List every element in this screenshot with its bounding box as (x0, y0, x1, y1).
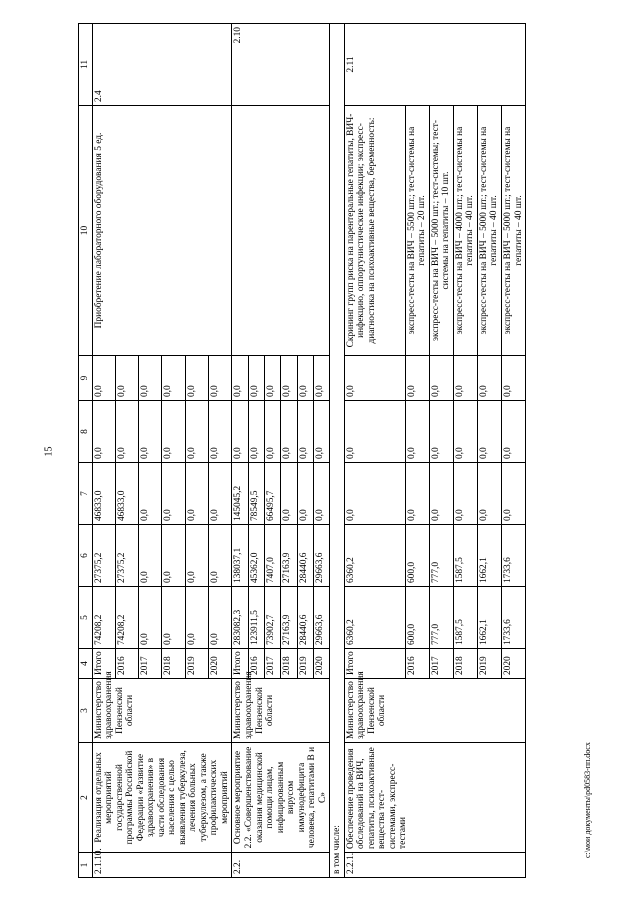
value-cell: 0,0 (313, 356, 329, 401)
value-cell: 123911,5 (248, 587, 264, 649)
value-cell: 6360,2 (344, 525, 405, 587)
col-header: 9 (79, 356, 93, 401)
value-cell: 0,0 (115, 356, 138, 401)
value-cell: 0,0 (185, 401, 208, 463)
page-number: 15 (43, 446, 55, 457)
value-cell: 0,0 (281, 463, 297, 525)
value-cell: 46833,0 (115, 463, 138, 525)
year-cell: Итого (344, 649, 405, 679)
value-cell: 27375,2 (115, 525, 138, 587)
value-cell: 0,0 (162, 587, 185, 649)
value-cell: 0,0 (281, 356, 297, 401)
col-header: 1 (79, 853, 93, 878)
measure-name: Реализация отдельных мероприятий государственной программы Российской Федерации «Развитие здравоохранения» в части обследования населения с целью выявления туберкулеза, лечения больных туберкулезом, а также профилактических мероприятий (92, 743, 232, 853)
value-cell: 0,0 (209, 525, 232, 587)
year-cell: 2017 (139, 649, 162, 679)
year-cell: 2016 (248, 649, 264, 679)
value-cell: 0,0 (344, 401, 405, 463)
value-cell: 0,0 (209, 401, 232, 463)
value-cell: 0,0 (453, 356, 477, 401)
year-cell: 2018 (281, 649, 297, 679)
year-cell: 2018 (453, 649, 477, 679)
value-cell: 0,0 (248, 356, 264, 401)
header-row (79, 24, 93, 878)
value-cell: 29663,6 (313, 587, 329, 649)
value-cell: 0,0 (477, 401, 501, 463)
value-cell: 0,0 (313, 463, 329, 525)
footer-path: c:\мои документы\pd0583-пп.docx (583, 742, 592, 858)
value-cell: 600,0 (405, 525, 429, 587)
executor: Министерство здравоохранения Пензенской области (92, 679, 232, 743)
value-cell: 0,0 (313, 401, 329, 463)
result-cell: экспресс-тесты на ВИЧ – 5000 шт.; тест-системы; тест-системы на гепатиты – 10 шт. (429, 106, 453, 356)
value-cell: 0,0 (139, 463, 162, 525)
table-row (92, 24, 115, 878)
value-cell: 0,0 (232, 356, 248, 401)
value-cell: 1587,5 (453, 525, 477, 587)
measure-name: Обеспечение проведения обследований на ВИЧ, гепатиты, психоактивные вещества тест-системами, экспресс-тестами (344, 743, 525, 853)
value-cell: 0,0 (139, 587, 162, 649)
rotated-page (78, 24, 584, 878)
value-cell: 74208,2 (92, 587, 115, 649)
col-header: 7 (79, 463, 93, 525)
row-number: 2.2.1. (344, 853, 525, 878)
value-cell: 0,0 (502, 463, 526, 525)
result-cell: экспресс-тесты на ВИЧ – 5000 шт.; тест-системы на гепатиты – 40 шт. (477, 106, 501, 356)
value-cell: 0,0 (453, 463, 477, 525)
program-table (78, 23, 526, 878)
value-cell: 27163,9 (281, 525, 297, 587)
value-cell: 0,0 (297, 463, 313, 525)
value-cell: 1662,1 (477, 587, 501, 649)
value-cell: 0,0 (209, 587, 232, 649)
value-cell: 0,0 (209, 463, 232, 525)
col-header: 5 (79, 587, 93, 649)
value-cell: 0,0 (502, 401, 526, 463)
value-cell: 29663,6 (313, 525, 329, 587)
value-cell: 0,0 (477, 463, 501, 525)
value-cell: 0,0 (453, 401, 477, 463)
result-cell: экспресс-тесты на ВИЧ – 4000 шт.; тест-системы на гепатиты – 40 шт. (453, 106, 477, 356)
row-number: 2.2. (232, 853, 330, 878)
row-number: 2.1.10. (92, 853, 232, 878)
value-cell: 0,0 (185, 463, 208, 525)
value-cell: 28440,6 (297, 587, 313, 649)
indicator-code: 2.10 (232, 24, 330, 106)
value-cell: 600,0 (405, 587, 429, 649)
measure-name: Основное мероприятие 2.2. «Совершенствование оказания медицинской помощи лицам, инфицированным вирусом иммунодефицита человека, гепатитами B и C» (232, 743, 330, 853)
value-cell: 0,0 (405, 463, 429, 525)
value-cell: 0,0 (248, 401, 264, 463)
including-row (330, 24, 345, 878)
value-cell: 0,0 (185, 587, 208, 649)
col-header: 11 (79, 24, 93, 106)
value-cell: 7407,0 (265, 525, 281, 587)
value-cell: 27375,2 (92, 525, 115, 587)
value-cell: 283082,3 (232, 587, 248, 649)
value-cell: 0,0 (185, 356, 208, 401)
value-cell: 0,0 (281, 401, 297, 463)
table-row (344, 24, 405, 878)
value-cell: 1733,6 (502, 525, 526, 587)
value-cell: 27163,9 (281, 587, 297, 649)
including-label: в том числе: (330, 24, 345, 878)
value-cell: 0,0 (162, 525, 185, 587)
value-cell: 0,0 (265, 401, 281, 463)
col-header: 6 (79, 525, 93, 587)
value-cell: 66495,7 (265, 463, 281, 525)
value-cell: 0,0 (297, 356, 313, 401)
value-cell: 0,0 (209, 356, 232, 401)
value-cell: 777,0 (429, 525, 453, 587)
value-cell: 73902,7 (265, 587, 281, 649)
col-header: 8 (79, 401, 93, 463)
year-cell: 2016 (405, 649, 429, 679)
col-header: 10 (79, 106, 93, 356)
year-cell: 2020 (209, 649, 232, 679)
value-cell: 28440,6 (297, 525, 313, 587)
value-cell: 0,0 (477, 356, 501, 401)
value-cell: 0,0 (405, 356, 429, 401)
value-cell: 0,0 (297, 401, 313, 463)
value-cell: 0,0 (162, 356, 185, 401)
value-cell: 0,0 (92, 401, 115, 463)
year-cell: 2017 (429, 649, 453, 679)
value-cell: 0,0 (405, 401, 429, 463)
result-cell (232, 106, 330, 356)
result-cell: Приобретение лабораторного оборудования 5 ед. (92, 106, 232, 356)
year-cell: 2020 (502, 649, 526, 679)
col-header: 2 (79, 743, 93, 853)
value-cell: 74208,2 (115, 587, 138, 649)
value-cell: 0,0 (185, 525, 208, 587)
value-cell: 6360,2 (344, 587, 405, 649)
value-cell: 0,0 (139, 356, 162, 401)
year-cell: 2017 (265, 649, 281, 679)
value-cell: 0,0 (502, 356, 526, 401)
year-cell: 2019 (297, 649, 313, 679)
value-cell: 46833,0 (92, 463, 115, 525)
result-cell: экспресс-тесты на ВИЧ – 5000 шт.; тест-системы на гепатиты – 40 шт. (502, 106, 526, 356)
result-cell: экспресс-тесты на ВИЧ – 5500 шт.; тест-системы на гепатиты – 20 шт. (405, 106, 429, 356)
value-cell: 0,0 (265, 356, 281, 401)
value-cell: 0,0 (115, 401, 138, 463)
value-cell: 1733,6 (502, 587, 526, 649)
indicator-code: 2.4 (92, 24, 232, 106)
value-cell: 1662,1 (477, 525, 501, 587)
value-cell: 0,0 (429, 401, 453, 463)
value-cell: 0,0 (429, 463, 453, 525)
value-cell: 1587,5 (453, 587, 477, 649)
indicator-code: 2.11 (344, 24, 525, 106)
value-cell: 145045,2 (232, 463, 248, 525)
value-cell: 0,0 (344, 356, 405, 401)
year-cell: 2019 (185, 649, 208, 679)
value-cell: 78549,5 (248, 463, 264, 525)
executor: Министерство здравоохранения Пензенской области (344, 679, 525, 743)
result-cell: Скрининг групп риска на парентеральные гепатиты, ВИЧ-инфекцию, оппортунистические инфекции; экспресс-диагностика на психоактивные вещества, беременность: (344, 106, 405, 356)
value-cell: 0,0 (162, 401, 185, 463)
value-cell: 777,0 (429, 587, 453, 649)
year-cell: Итого (232, 649, 248, 679)
value-cell: 0,0 (162, 463, 185, 525)
value-cell: 0,0 (232, 401, 248, 463)
year-cell: Итого (92, 649, 115, 679)
value-cell: 45362,0 (248, 525, 264, 587)
col-header: 4 (79, 649, 93, 679)
year-cell: 2016 (115, 649, 138, 679)
value-cell: 138037,1 (232, 525, 248, 587)
year-cell: 2019 (477, 649, 501, 679)
year-cell: 2020 (313, 649, 329, 679)
value-cell: 0,0 (344, 463, 405, 525)
table-row (232, 24, 248, 878)
value-cell: 0,0 (92, 356, 115, 401)
year-cell: 2018 (162, 649, 185, 679)
col-header: 3 (79, 679, 93, 743)
value-cell: 0,0 (139, 401, 162, 463)
executor: Министерство здравоохранения Пензенской области (232, 679, 330, 743)
value-cell: 0,0 (139, 525, 162, 587)
value-cell: 0,0 (429, 356, 453, 401)
